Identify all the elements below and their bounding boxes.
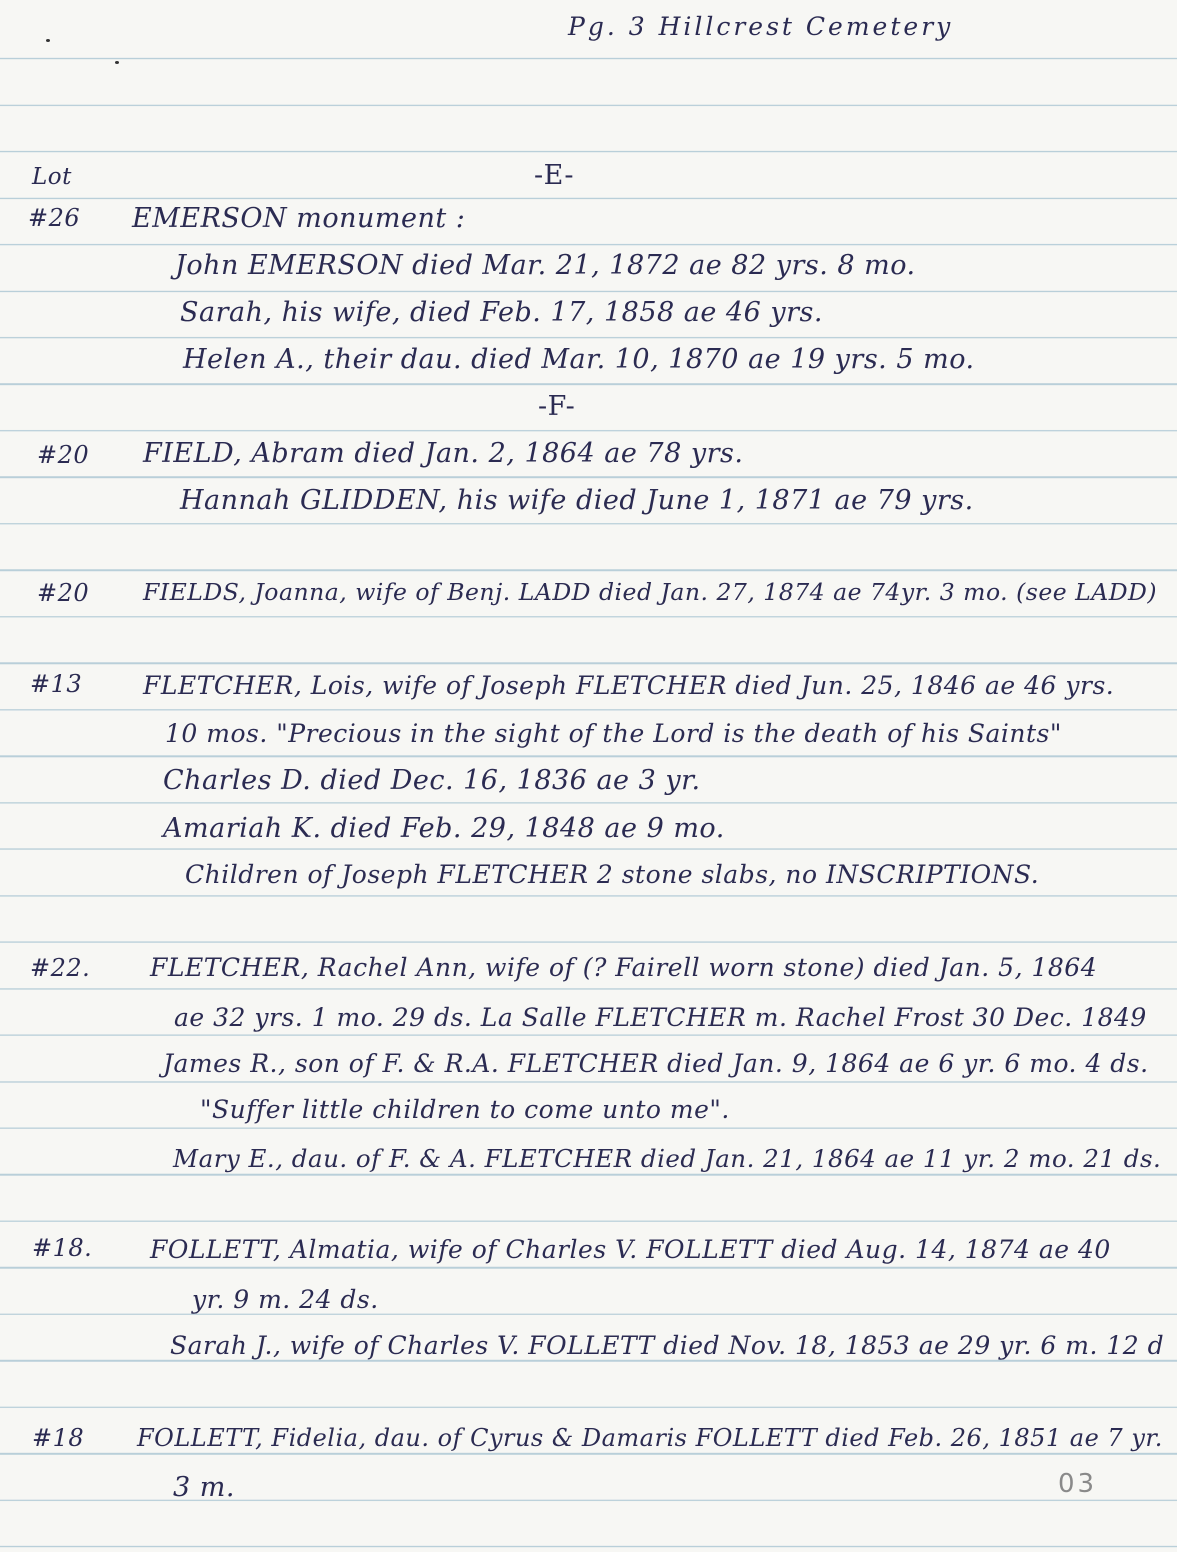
entry-line: FIELDS, Joanna, wife of Benj. LADD died Jan. 27, 1874 ae 74yr. 3 mo. (see LADD) xyxy=(143,578,1158,606)
entry-line: FLETCHER, Rachel Ann, wife of (? Fairell worn stone) died Jan. 5, 1864 xyxy=(150,953,1098,982)
entry-line: "Suffer little children to come unto me". xyxy=(200,1095,730,1124)
entry-line: John EMERSON died Mar. 21, 1872 ae 82 yrs. 8 mo. xyxy=(175,250,916,281)
ink-speck xyxy=(115,61,119,64)
entry-line: Helen A., their dau. died Mar. 10, 1870 ae 19 yrs. 5 mo. xyxy=(183,344,975,375)
entry-line: Charles D. died Dec. 16, 1836 ae 3 yr. xyxy=(163,765,701,796)
lot-number: #22. xyxy=(30,954,91,982)
lot-number: #18 xyxy=(32,1424,85,1452)
lot-number: #20 xyxy=(37,441,90,469)
entry-line: Hannah GLIDDEN, his wife died June 1, 1871 ae 79 yrs. xyxy=(180,485,974,516)
lot-number: #13 xyxy=(30,670,83,698)
section-heading-e: -E- xyxy=(534,160,574,191)
entry-line: FLETCHER, Lois, wife of Joseph FLETCHER died Jun. 25, 1846 ae 46 yrs. xyxy=(143,671,1115,700)
ink-speck xyxy=(46,39,50,42)
lot-number: #20 xyxy=(37,579,90,607)
entry-line: yr. 9 m. 24 ds. xyxy=(192,1285,379,1314)
entry-line: Amariah K. died Feb. 29, 1848 ae 9 mo. xyxy=(163,813,725,844)
entry-line: 3 m. xyxy=(173,1472,235,1503)
lot-column-label: Lot xyxy=(32,164,72,190)
entry-line: FOLLETT, Almatia, wife of Charles V. FOLLETT died Aug. 14, 1874 ae 40 xyxy=(150,1235,1111,1264)
entry-line: FOLLETT, Fidelia, dau. of Cyrus & Damaris FOLLETT died Feb. 26, 1851 ae 7 yr. xyxy=(137,1424,1163,1452)
lot-number: #26 xyxy=(28,204,81,232)
entry-line: Sarah, his wife, died Feb. 17, 1858 ae 46 yrs. xyxy=(180,297,823,328)
entry-line: Children of Joseph FLETCHER 2 stone slabs, no INSCRIPTIONS. xyxy=(185,860,1040,889)
lot-number: #18. xyxy=(32,1234,93,1262)
entry-line: 10 mos. "Precious in the sight of the Lord is the death of his Saints" xyxy=(165,719,1062,748)
entry-line: FIELD, Abram died Jan. 2, 1864 ae 78 yrs. xyxy=(143,438,744,469)
page-header: Pg. 3 Hillcrest Cemetery xyxy=(568,12,954,41)
page-number: 03 xyxy=(1058,1469,1098,1499)
entry-line: Mary E., dau. of F. & A. FLETCHER died Jan. 21, 1864 ae 11 yr. 2 mo. 21 ds. xyxy=(173,1144,1162,1173)
entry-line: James R., son of F. & R.A. FLETCHER died Jan. 9, 1864 ae 6 yr. 6 mo. 4 ds. xyxy=(163,1049,1149,1078)
entry-line: EMERSON monument : xyxy=(132,203,466,234)
entry-line: Sarah J., wife of Charles V. FOLLETT died Nov. 18, 1853 ae 29 yr. 6 m. 12 d xyxy=(170,1331,1165,1360)
section-heading-f: -F- xyxy=(538,391,576,422)
entry-line: ae 32 yrs. 1 mo. 29 ds. La Salle FLETCHER m. Rachel Frost 30 Dec. 1849 xyxy=(174,1003,1147,1032)
